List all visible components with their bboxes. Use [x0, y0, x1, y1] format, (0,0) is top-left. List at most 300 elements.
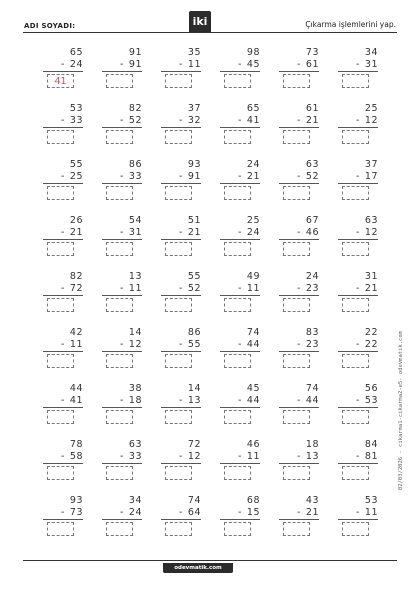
subtrahend: 15: [246, 507, 260, 518]
answer-box[interactable]: [283, 522, 310, 536]
subtraction-problem: [275, 383, 323, 433]
subtrahend: 11: [364, 507, 378, 518]
minuend: 43: [305, 495, 319, 506]
answer-rule: [220, 183, 260, 184]
subtraction-problem: [216, 103, 264, 153]
minuend: 24: [305, 271, 319, 282]
subtrahend-row: [275, 339, 319, 350]
minuend: 61: [305, 103, 319, 114]
minuend: 56: [364, 383, 378, 394]
answer-rule: [279, 351, 319, 352]
minus-sign: -: [296, 283, 301, 294]
answer-rule: [279, 71, 319, 72]
subtrahend-row: [216, 395, 260, 406]
minuend: 63: [364, 215, 378, 226]
answer-box[interactable]: [165, 130, 192, 144]
subtrahend: 31: [128, 227, 142, 238]
answer-rule: [338, 127, 378, 128]
subtraction-problem: [39, 327, 87, 377]
subtrahend: 52: [305, 171, 319, 182]
minus-sign: -: [355, 507, 360, 518]
answer-box[interactable]: [106, 130, 133, 144]
minus-sign: -: [178, 451, 183, 462]
answer-box[interactable]: [106, 74, 133, 88]
answer-rule: [43, 463, 83, 464]
subtraction-problem: [275, 327, 323, 377]
answer-box[interactable]: [224, 354, 251, 368]
minuend: 82: [69, 271, 83, 282]
answer-rule: [220, 71, 260, 72]
subtrahend-row: [98, 115, 142, 126]
answer-box[interactable]: [47, 298, 74, 312]
side-print-info: 02/03/2026 - cikarma1-cikarma2-e5- odevmatik.com: [398, 331, 404, 490]
minus-sign: -: [119, 227, 124, 238]
subtraction-problem: [98, 495, 146, 545]
subtrahend-row: [98, 507, 142, 518]
subtrahend-row: [39, 451, 83, 462]
subtraction-problem: [39, 159, 87, 209]
answer-box[interactable]: [342, 242, 369, 256]
subtraction-problem: [98, 47, 146, 97]
subtrahend-row: [216, 59, 260, 70]
answer-box[interactable]: [224, 410, 251, 424]
minuend: 37: [187, 103, 201, 114]
subtrahend: 11: [187, 59, 201, 70]
answer-rule: [43, 295, 83, 296]
answer-rule: [161, 183, 201, 184]
subtrahend-row: [334, 59, 378, 70]
instruction-text: Çıkarma işlemlerini yap.: [305, 20, 396, 29]
answer-rule: [279, 519, 319, 520]
subtrahend-row: [216, 507, 260, 518]
subtrahend: 12: [364, 227, 378, 238]
subtrahend-row: [157, 59, 201, 70]
answer-rule: [161, 71, 201, 72]
minuend: 49: [246, 271, 260, 282]
subtraction-problem: [39, 495, 87, 545]
minus-sign: -: [119, 115, 124, 126]
minuend: 46: [246, 439, 260, 450]
answer-box[interactable]: [106, 298, 133, 312]
answer-rule: [43, 183, 83, 184]
subtraction-problem: [39, 103, 87, 153]
minus-sign: -: [237, 59, 242, 70]
answer-box[interactable]: [47, 410, 74, 424]
subtrahend: 11: [69, 339, 83, 350]
answer-box[interactable]: [283, 130, 310, 144]
subtrahend-row: [98, 283, 142, 294]
subtraction-problem: [98, 439, 146, 489]
subtrahend: 73: [69, 507, 83, 518]
subtrahend: 31: [364, 59, 378, 70]
minus-sign: -: [355, 283, 360, 294]
subtraction-problem: [334, 327, 382, 377]
subtrahend-row: [98, 339, 142, 350]
minuend: 55: [187, 271, 201, 282]
answer-rule: [102, 295, 142, 296]
answer-box[interactable]: [165, 522, 192, 536]
answer-box[interactable]: [165, 298, 192, 312]
answer-box[interactable]: [224, 466, 251, 480]
minus-sign: -: [237, 171, 242, 182]
subtraction-problem: [216, 215, 264, 265]
answer-box[interactable]: [165, 466, 192, 480]
subtraction-problem: [275, 47, 323, 97]
subtrahend-row: [98, 395, 142, 406]
minus-sign: -: [60, 283, 65, 294]
minus-sign: -: [355, 395, 360, 406]
answer-box[interactable]: [165, 410, 192, 424]
subtraction-problem: [157, 159, 205, 209]
subtrahend: 18: [128, 395, 142, 406]
subtraction-problem: [39, 439, 87, 489]
answer-box[interactable]: [47, 186, 74, 200]
minus-sign: -: [119, 339, 124, 350]
subtraction-problem: [157, 439, 205, 489]
answer-rule: [338, 239, 378, 240]
answer-box[interactable]: [224, 74, 251, 88]
answer-box[interactable]: [106, 466, 133, 480]
minus-sign: -: [237, 395, 242, 406]
answer-box[interactable]: [283, 410, 310, 424]
minuend: 34: [364, 47, 378, 58]
subtraction-problem: [157, 327, 205, 377]
subtrahend-row: [334, 115, 378, 126]
subtrahend-row: [216, 283, 260, 294]
subtrahend-row: [275, 395, 319, 406]
minuend: 84: [364, 439, 378, 450]
answer-box[interactable]: [165, 242, 192, 256]
minus-sign: -: [60, 395, 65, 406]
answer-box[interactable]: [342, 74, 369, 88]
subtrahend: 24: [246, 227, 260, 238]
subtraction-problem: [98, 103, 146, 153]
answer-rule: [338, 351, 378, 352]
subtrahend: 21: [305, 507, 319, 518]
minuend: 93: [187, 159, 201, 170]
subtrahend: 72: [69, 283, 83, 294]
subtrahend: 17: [364, 171, 378, 182]
minuend: 72: [187, 439, 201, 450]
answer-box[interactable]: [342, 466, 369, 480]
minus-sign: -: [119, 171, 124, 182]
minus-sign: -: [119, 507, 124, 518]
subtrahend-row: [39, 227, 83, 238]
minuend: 74: [305, 383, 319, 394]
answer-rule: [220, 239, 260, 240]
answer-rule: [43, 127, 83, 128]
subtrahend-row: [98, 451, 142, 462]
answer-box[interactable]: [342, 354, 369, 368]
subtraction-problem: [216, 439, 264, 489]
minuend: 65: [69, 47, 83, 58]
answer-rule: [43, 71, 83, 72]
minuend: 26: [69, 215, 83, 226]
answer-rule: [338, 519, 378, 520]
minuend: 53: [364, 495, 378, 506]
minus-sign: -: [119, 395, 124, 406]
subtrahend-row: [157, 115, 201, 126]
answer-box[interactable]: [106, 410, 133, 424]
answer-rule: [102, 239, 142, 240]
minuend: 53: [69, 103, 83, 114]
subtrahend: 91: [128, 59, 142, 70]
minus-sign: -: [237, 115, 242, 126]
minus-sign: -: [119, 283, 124, 294]
subtrahend-row: [39, 283, 83, 294]
answer-box[interactable]: [106, 354, 133, 368]
subtrahend-row: [275, 283, 319, 294]
subtraction-problem: [157, 103, 205, 153]
minuend: 91: [128, 47, 142, 58]
answer-box[interactable]: [283, 466, 310, 480]
answer-rule: [279, 183, 319, 184]
answer-box[interactable]: [224, 130, 251, 144]
subtraction-problem: [216, 159, 264, 209]
minus-sign: -: [60, 507, 65, 518]
answer-rule: [43, 407, 83, 408]
answer-rule: [279, 463, 319, 464]
subtraction-problem: [98, 327, 146, 377]
answer-box[interactable]: [106, 186, 133, 200]
minuend: 86: [187, 327, 201, 338]
minus-sign: -: [355, 115, 360, 126]
subtraction-problem: [98, 215, 146, 265]
subtrahend-row: [334, 339, 378, 350]
subtraction-problem: [157, 495, 205, 545]
minuend: 42: [69, 327, 83, 338]
answer-box[interactable]: [106, 522, 133, 536]
minuend: 45: [246, 383, 260, 394]
minus-sign: -: [60, 339, 65, 350]
minus-sign: -: [178, 507, 183, 518]
answer-rule: [102, 519, 142, 520]
answer-rule: [220, 351, 260, 352]
subtraction-problem: [157, 47, 205, 97]
minus-sign: -: [178, 283, 183, 294]
answer-box[interactable]: [106, 242, 133, 256]
subtrahend: 12: [187, 451, 201, 462]
subtrahend: 44: [246, 339, 260, 350]
answer-rule: [220, 519, 260, 520]
footer-badge: odevmatik.com: [163, 563, 233, 573]
minuend: 31: [364, 271, 378, 282]
minuend: 13: [128, 271, 142, 282]
answer-rule: [279, 295, 319, 296]
answer-box[interactable]: [342, 130, 369, 144]
answer-rule: [220, 295, 260, 296]
minuend: 74: [187, 495, 201, 506]
minuend: 18: [305, 439, 319, 450]
subtrahend-row: [98, 227, 142, 238]
minuend: 65: [246, 103, 260, 114]
subtrahend-row: [39, 171, 83, 182]
minuend: 93: [69, 495, 83, 506]
minuend: 22: [364, 327, 378, 338]
minus-sign: -: [296, 171, 301, 182]
subtrahend: 46: [305, 227, 319, 238]
minuend: 82: [128, 103, 142, 114]
subtrahend-row: [216, 171, 260, 182]
subtrahend: 44: [305, 395, 319, 406]
subtrahend: 33: [128, 451, 142, 462]
subtrahend: 61: [305, 59, 319, 70]
subtrahend: 13: [187, 395, 201, 406]
minus-sign: -: [237, 283, 242, 294]
answer-box[interactable]: [342, 522, 369, 536]
subtraction-problem: [157, 215, 205, 265]
answer-rule: [102, 183, 142, 184]
answer-box[interactable]: [165, 186, 192, 200]
minuend: 98: [246, 47, 260, 58]
minus-sign: -: [237, 227, 242, 238]
answer-rule: [102, 127, 142, 128]
subtrahend-row: [216, 451, 260, 462]
subtrahend-row: [275, 59, 319, 70]
subtraction-problem: [39, 271, 87, 321]
subtrahend-row: [157, 395, 201, 406]
minus-sign: -: [60, 171, 65, 182]
answer-rule: [161, 407, 201, 408]
minus-sign: -: [355, 339, 360, 350]
answer-rule: [43, 351, 83, 352]
subtrahend: 21: [69, 227, 83, 238]
minus-sign: -: [296, 227, 301, 238]
minuend: 68: [246, 495, 260, 506]
subtrahend: 52: [187, 283, 201, 294]
answer-rule: [161, 239, 201, 240]
subtrahend-row: [216, 227, 260, 238]
answer-rule: [338, 463, 378, 464]
subtrahend-row: [157, 451, 201, 462]
subtrahend-row: [275, 171, 319, 182]
minuend: 83: [305, 327, 319, 338]
subtrahend-row: [334, 283, 378, 294]
answer-box[interactable]: [165, 74, 192, 88]
minuend: 25: [246, 215, 260, 226]
minus-sign: -: [296, 395, 301, 406]
minuend: 37: [364, 159, 378, 170]
minus-sign: -: [296, 115, 301, 126]
minus-sign: -: [60, 227, 65, 238]
subtrahend-row: [334, 395, 378, 406]
answer-rule: [161, 519, 201, 520]
subtrahend-row: [39, 339, 83, 350]
answer-box[interactable]: [283, 354, 310, 368]
subtraction-problem: [157, 271, 205, 321]
subtrahend: 25: [69, 171, 83, 182]
answer-rule: [338, 71, 378, 72]
subtrahend-row: [334, 171, 378, 182]
answer-rule: [161, 463, 201, 464]
answer-rule: [102, 71, 142, 72]
answer-box[interactable]: [224, 298, 251, 312]
subtraction-problem: [216, 327, 264, 377]
answer-box[interactable]: [165, 354, 192, 368]
subtrahend-row: [98, 171, 142, 182]
answer-rule: [279, 127, 319, 128]
minus-sign: -: [60, 59, 65, 70]
minus-sign: -: [296, 59, 301, 70]
subtrahend-row: [39, 115, 83, 126]
answer-box[interactable]: [224, 522, 251, 536]
subtrahend: 64: [187, 507, 201, 518]
minuend: 35: [187, 47, 201, 58]
subtrahend: 11: [246, 283, 260, 294]
subtrahend: 41: [246, 115, 260, 126]
answer-rule: [43, 239, 83, 240]
minuend: 24: [246, 159, 260, 170]
minuend: 51: [187, 215, 201, 226]
minuend: 67: [305, 215, 319, 226]
answer-box[interactable]: [283, 242, 310, 256]
answer-box[interactable]: [47, 522, 74, 536]
minuend: 38: [128, 383, 142, 394]
subtraction-problem: [275, 495, 323, 545]
minuend: 25: [364, 103, 378, 114]
subtrahend-row: [275, 451, 319, 462]
subtrahend-row: [39, 507, 83, 518]
answer-box[interactable]: [47, 130, 74, 144]
subtrahend-row: [334, 451, 378, 462]
subtraction-problem: [39, 47, 87, 97]
subtrahend: 53: [364, 395, 378, 406]
subtraction-problem: [334, 439, 382, 489]
answer-rule: [279, 239, 319, 240]
subtrahend: 33: [69, 115, 83, 126]
answer-box[interactable]: [283, 186, 310, 200]
answer-rule: [102, 407, 142, 408]
answer-box[interactable]: [283, 74, 310, 88]
subtraction-problem: [334, 47, 382, 97]
subtraction-problem: [275, 215, 323, 265]
minus-sign: -: [237, 507, 242, 518]
answer-rule: [338, 295, 378, 296]
subtraction-problem: [275, 103, 323, 153]
answer-box[interactable]: [47, 242, 74, 256]
footer-divider: [23, 560, 397, 561]
answer-box[interactable]: [47, 466, 74, 480]
subtrahend: 12: [364, 115, 378, 126]
subtraction-problem: [275, 271, 323, 321]
subtraction-problem: [275, 159, 323, 209]
subtrahend-row: [157, 171, 201, 182]
answer-box[interactable]: [47, 354, 74, 368]
answer-box[interactable]: [342, 186, 369, 200]
subtrahend: 12: [128, 339, 142, 350]
answer-rule: [220, 127, 260, 128]
subtrahend: 21: [246, 171, 260, 182]
subtraction-problem: [39, 215, 87, 265]
subtrahend: 23: [305, 339, 319, 350]
minus-sign: -: [237, 451, 242, 462]
answer-box[interactable]: [224, 186, 251, 200]
answer-box[interactable]: 41: [47, 74, 74, 88]
minus-sign: -: [355, 59, 360, 70]
answer-rule: [43, 519, 83, 520]
answer-box[interactable]: [224, 242, 251, 256]
minus-sign: -: [296, 507, 301, 518]
answer-box[interactable]: [342, 298, 369, 312]
answer-box[interactable]: [283, 298, 310, 312]
subtrahend: 21: [305, 115, 319, 126]
answer-box[interactable]: [342, 410, 369, 424]
minus-sign: -: [178, 115, 183, 126]
subtrahend-row: [275, 227, 319, 238]
subtraction-problem: [334, 159, 382, 209]
subtraction-problem: [98, 271, 146, 321]
minuend: 78: [69, 439, 83, 450]
